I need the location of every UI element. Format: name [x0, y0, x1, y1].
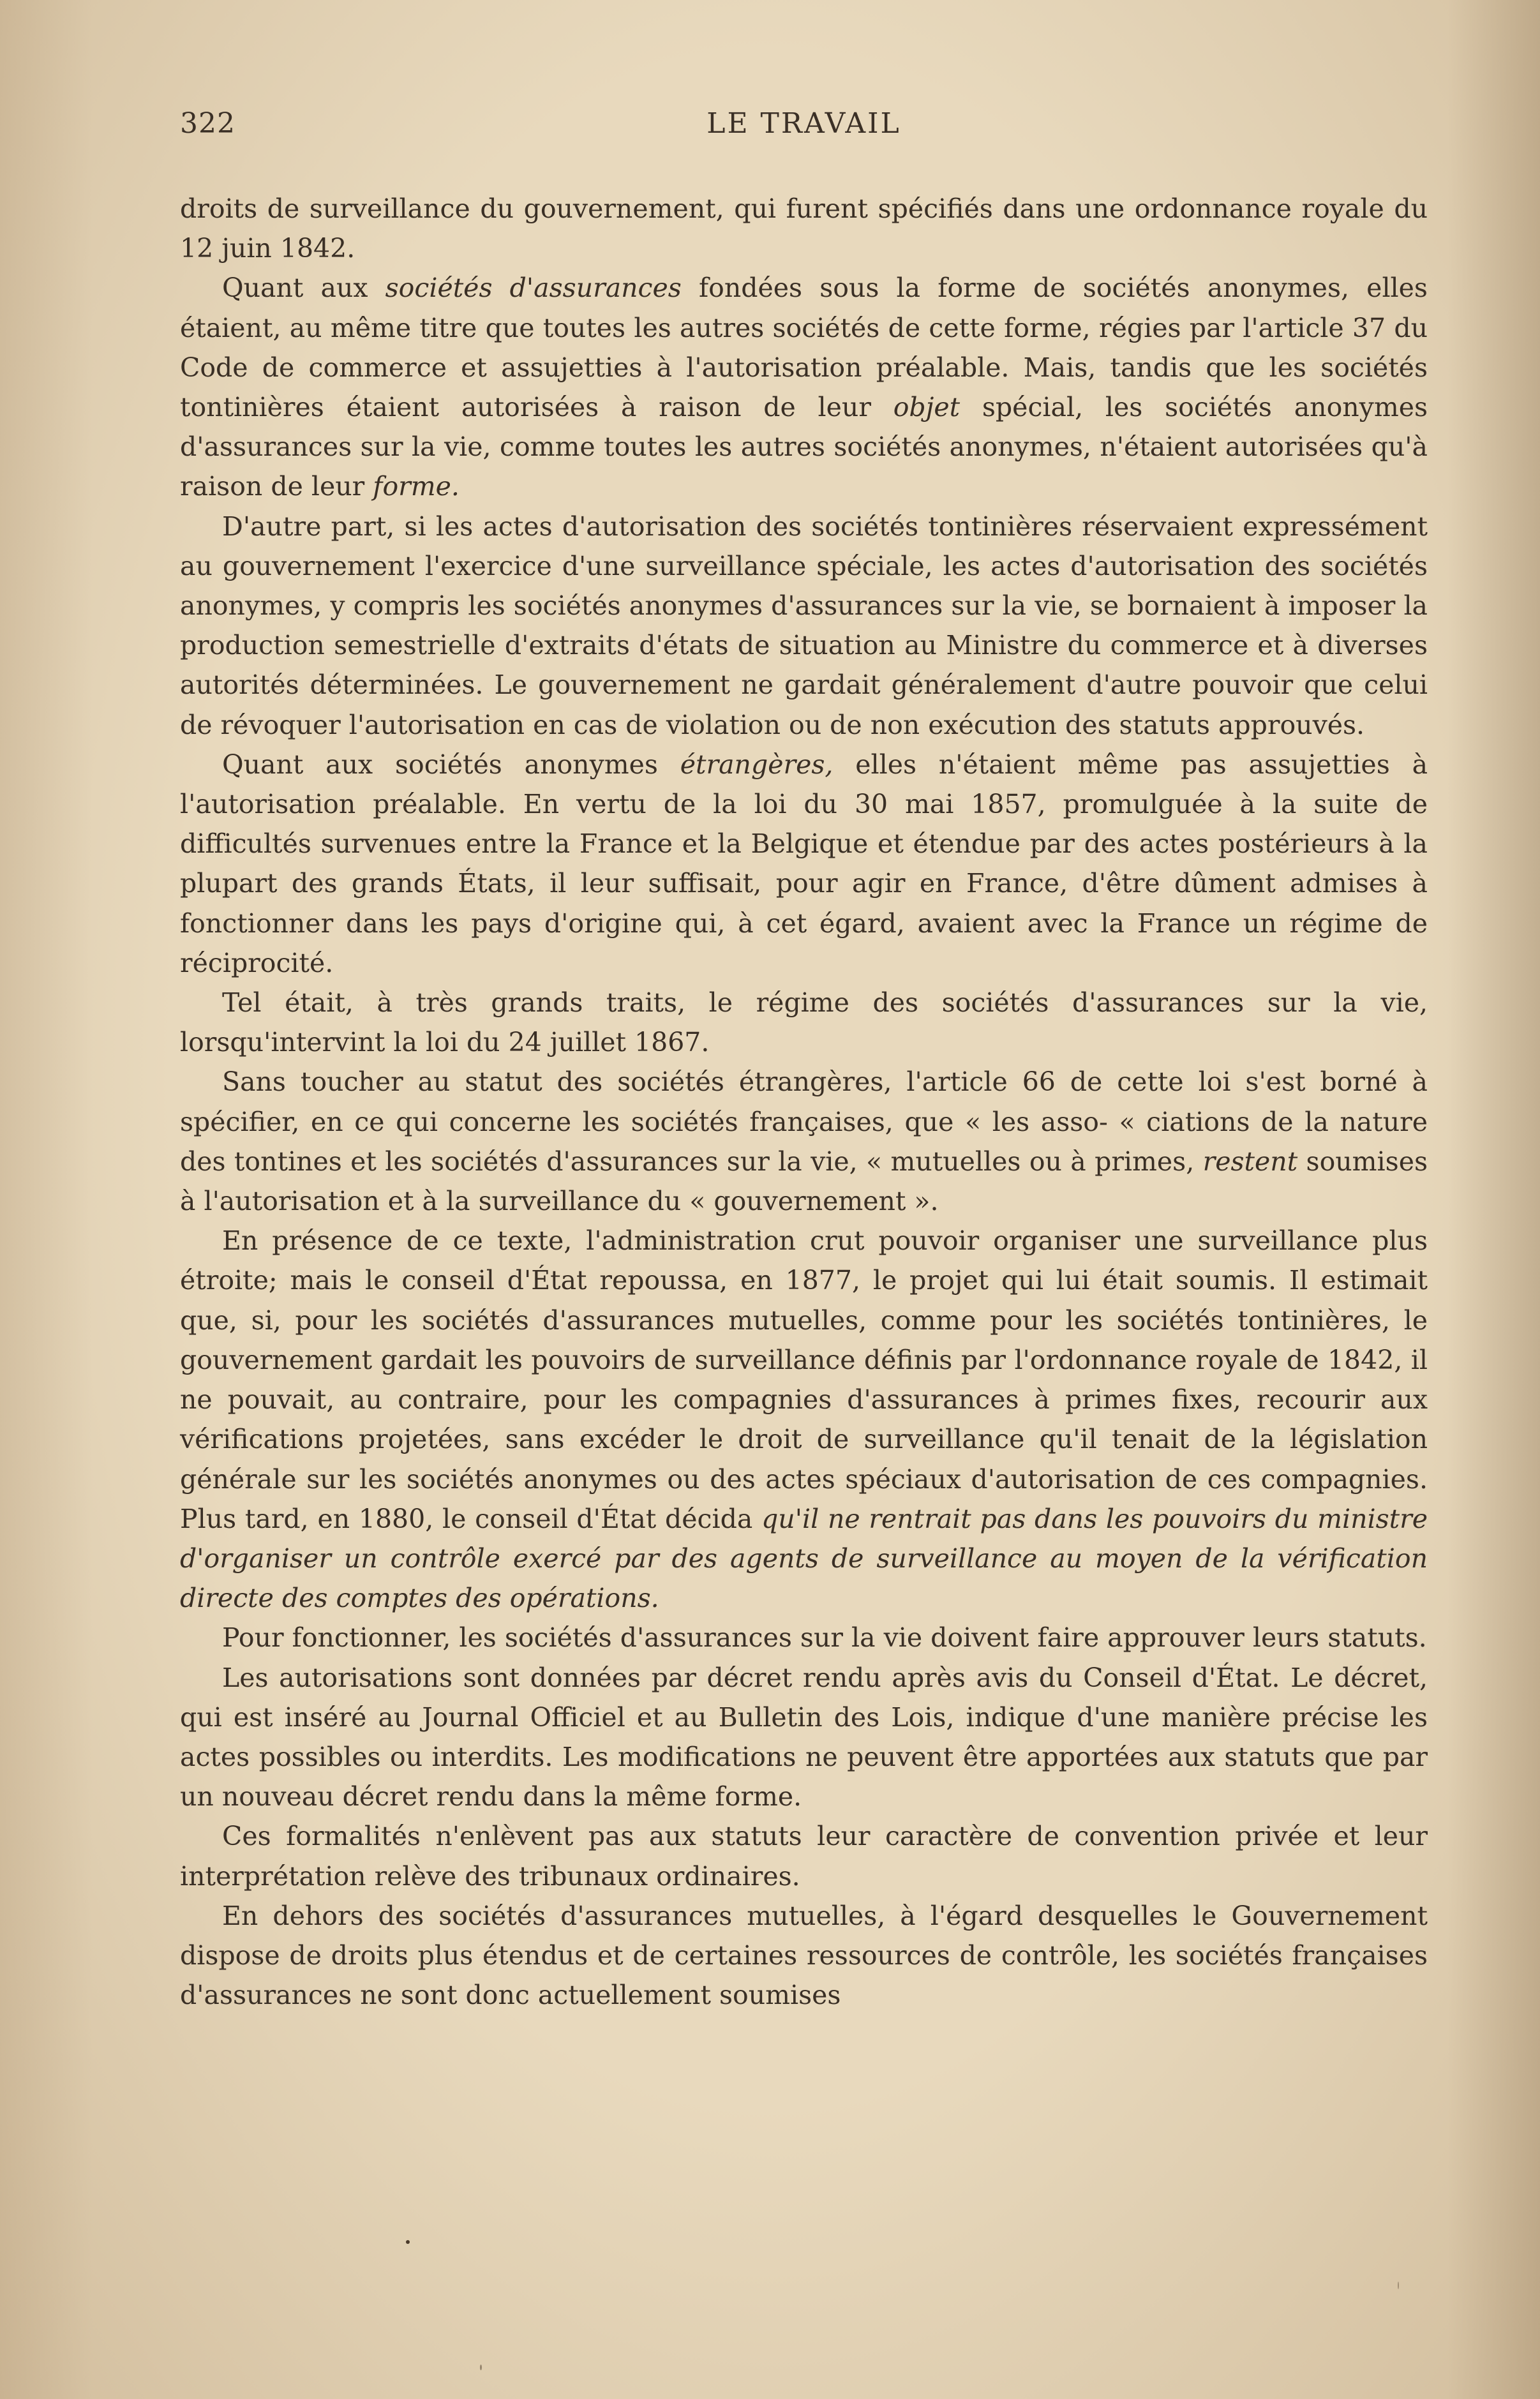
paragraph: [180, 268, 1428, 506]
paragraph: [180, 1221, 1428, 1618]
paragraph: [180, 1896, 1428, 2015]
paper-speck: [480, 2365, 482, 2370]
paragraph: [180, 1618, 1428, 1657]
italic-phrase: qu'il ne rentrait pas dans les pouvoirs du ministre d'organiser un contrôle exercé par des agents de surveillance au moyen de la vérification directe des comptes des opérations.: [180, 1503, 1428, 1614]
text-run: Quant aux sociétés anonymes: [222, 749, 680, 780]
text-run: elles n'étaient même pas assujetties à l'autorisation préalable. En vertu de la loi du 30 mai 1857, promulguée à la suite de difficultés survenues entre la France et la Belgique et étendue par des actes postérieurs à la plupart des grands États, il leur suffisait, pour agir en France, d'être dûment admises à fonctionner dans les pays d'origine qui, à cet égard, avaient avec la France un régime de réciprocité.: [180, 749, 1428, 978]
page-number: 322: [180, 107, 235, 140]
paragraph: [180, 1658, 1428, 1817]
paragraph: [180, 507, 1428, 745]
paper-speck: [1398, 2282, 1399, 2289]
paragraph: [180, 189, 1428, 268]
text-run: En dehors des sociétés d'assurances mutuelles, à l'égard desquelles le Gouvernement dispose de droits plus étendus et de certaines ressources de contrôle, les sociétés françaises d'assurances ne sont donc actuellement soumises: [180, 1900, 1428, 2011]
text-run: Sans toucher au statut des sociétés étrangères, l'article 66 de cette loi s'est borné à spécifier, en ce qui concerne les sociétés françaises, que « les asso- « ciations de la nature des tontines et les sociétés d'assurances sur la vie, « mutuelles ou à primes,: [180, 1066, 1428, 1177]
text-run: Ces formalités n'enlèvent pas aux statuts leur caractère de convention privée et leur interprétation relève des tribunaux ordinaires.: [180, 1821, 1428, 1892]
italic-phrase: objet: [893, 392, 961, 423]
text-run: soumises à l'autorisation et à la surveillance du « gouvernement ».: [180, 1146, 1428, 1217]
text-run: Les autorisations sont données par décret rendu après avis du Conseil d'État. Le décret, qui est inséré au Journal Officiel et au Bulletin des Lois, indique d'une manière précise les actes possibles ou interdits. Les modifications ne peuvent être apportées aux statuts que par un nouveau décret rendu dans la même forme.: [180, 1662, 1428, 1812]
italic-phrase: étrangères,: [680, 749, 834, 780]
text-run: D'autre part, si les actes d'autorisation des sociétés tontinières réservaient expressément au gouvernement l'exercice d'une surveillance spéciale, les actes d'autorisation des sociétés anonymes, y compris les sociétés anonymes d'assurances sur la vie, se bornaient à imposer la production semestrielle d'extraits d'états de situation au Ministre du commerce et à diverses autorités déterminées. Le gouvernement ne gardait généralement d'autre pouvoir que celui de révoquer l'autorisation en cas de violation ou de non exécution des statuts approuvés.: [180, 511, 1428, 740]
running-title: LE TRAVAIL: [706, 107, 901, 140]
paragraph: [180, 1062, 1428, 1221]
text-run: En présence de ce texte, l'administration crut pouvoir organiser une surveillance plus étroite; mais le conseil d'État repoussa, en 1877, le projet qui lui était soumis. Il estimait que, si, pour les sociétés d'assurances mutuelles, comme pour les sociétés tontinières, le gouvernement gardait les pouvoirs de surveillance définis par l'ordonnance royale de 1842, il ne pouvait, au contraire, pour les compagnies d'assurances à primes fixes, recourir aux vérifications projetées, sans excéder le droit de surveillance qu'il tenait de la législation générale sur les sociétés anonymes ou des actes spéciaux d'autorisation de ces compagnies. Plus tard, en 1880, le conseil d'État décida: [180, 1225, 1428, 1534]
italic-phrase: restent: [1202, 1146, 1298, 1177]
italic-phrase: sociétés d'assurances: [385, 273, 682, 304]
text-run: Tel était, à très grands traits, le régime des sociétés d'assurances sur la vie, lorsqu'intervint la loi du 24 juillet 1867.: [180, 987, 1428, 1058]
body-text: [180, 189, 1428, 2015]
text-run: Pour fonctionner, les sociétés d'assurances sur la vie doivent faire approuver leurs statuts.: [222, 1622, 1427, 1654]
text-run: Quant aux: [222, 273, 385, 304]
running-head: [180, 107, 1428, 146]
paper-speck: [406, 2240, 410, 2244]
italic-phrase: forme.: [373, 471, 460, 502]
text-run: fondées sous la forme de sociétés anonymes, elles étaient, au même titre que toutes les autres sociétés de cette forme, régies par l'article 37 du Code de commerce et assujetties à l'autorisation préalable. Mais, tandis que les sociétés tontinières étaient autorisées à raison de leur: [180, 273, 1428, 423]
text-run: spécial, les sociétés anonymes d'assurances sur la vie, comme toutes les autres sociétés anonymes, n'étaient autorisées qu'à raison de leur: [180, 392, 1428, 502]
paragraph: [180, 745, 1428, 983]
paragraph: [180, 983, 1428, 1062]
text-run: droits de surveillance du gouvernement, qui furent spécifiés dans une ordonnance royale du 12 juin 1842.: [180, 193, 1428, 264]
paragraph: [180, 1816, 1428, 1895]
